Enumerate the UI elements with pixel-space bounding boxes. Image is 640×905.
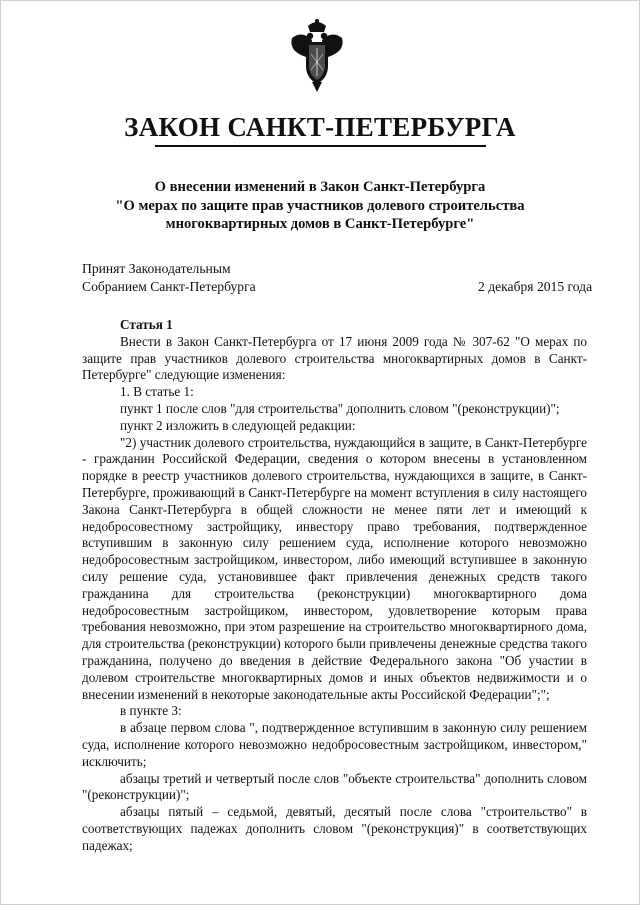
adoption-line: Принят Законодательным [82, 261, 231, 276]
law-subject [0, 178, 640, 234]
adoption-body [82, 260, 256, 297]
subject-line: "О мерах по защите прав участников долевого строительства [115, 197, 525, 214]
subject-line: О внесении изменений в Закон Санкт-Петербурга [154, 179, 486, 195]
paragraph: пункт 2 изложить в следующей редакции: [120, 417, 356, 433]
law-body [82, 317, 587, 855]
paragraph: пункт 1 после слов "для строительства" дополнить словом "(реконструкции)"; [120, 400, 560, 416]
paragraph: 1. В статье 1: [120, 384, 194, 400]
subject-line: многоквартирных домов в Санкт-Петербурге" [165, 216, 475, 232]
coat-of-arms-icon [288, 18, 346, 94]
paragraph: Внести в Закон Санкт-Петербурга от 17 июня 2009 года № 307-62 "О мерах по защите прав участников долевого строительства многоквартирных домов в Санкт-Петербурге" следующие изменения: [82, 333, 587, 383]
law-title: ЗАКОН САНКТ-ПЕТЕРБУРГА [124, 112, 516, 142]
paragraph: абзацы третий и четвертый после слов "объекте строительства" дополнить словом "(реконструкции)"; [82, 770, 587, 803]
paragraph: абзацы пятый – седьмой, девятый, десятый после слова "строительство" в соответствующих падежах дополнить словом "(реконструкция)" в соответствующих падежах; [82, 804, 587, 853]
paragraph: "2) участник долевого строительства, нуждающийся в защите, в Санкт-Петербурге - гражданин Российской Федерации, сведения о котором внесены в установленном порядке в реестр участников долевого строительства, нуждающихся в защите, в Санкт-Петербурге, проживающий в Санкт-Петербурге на момент вступления в силу настоящего Закона Санкт-Петербурга в общей сложности не менее пяти лет и имеющий к недобросовестному застройщику, инвестору право требования, подтвержденное вступившим в законную силу решением суда, исполнение которого невозможно недобросовестным застройщиком, инвестором, либо имеющий вступившее в законную силу решение суда, установившее факт привлечения денежных средств такого гражданина для строительства (реконструкции) многоквартирного дома недобросовестным застройщиком, инвестором, удовлетворение которым права требования невозможно, при этом разрешение на строительство многоквартирного дома, для строительства (реконструкции) которого были привлечены денежные средства такого гражданина, получено до введения в действие Федерального закона "Об участии в долевом строительстве многоквартирных домов и иных объектов недвижимости и о внесении изменений в некоторые законодательные акты Российской Федерации";"; [82, 434, 587, 702]
title-underline [155, 145, 486, 147]
adoption-line: Собранием Санкт-Петербурга [82, 279, 256, 295]
article-title: Статья 1 [120, 317, 173, 332]
paragraph: в пункте 3: [120, 703, 182, 719]
adoption-date: 2 декабря 2015 года [478, 279, 593, 294]
paragraph: в абзаце первом слова ", подтвержденное вступившим в законную силу решением суда, исполнение которого невозможно недобросовестным застройщиком, инвестором," исключить; [82, 720, 587, 769]
